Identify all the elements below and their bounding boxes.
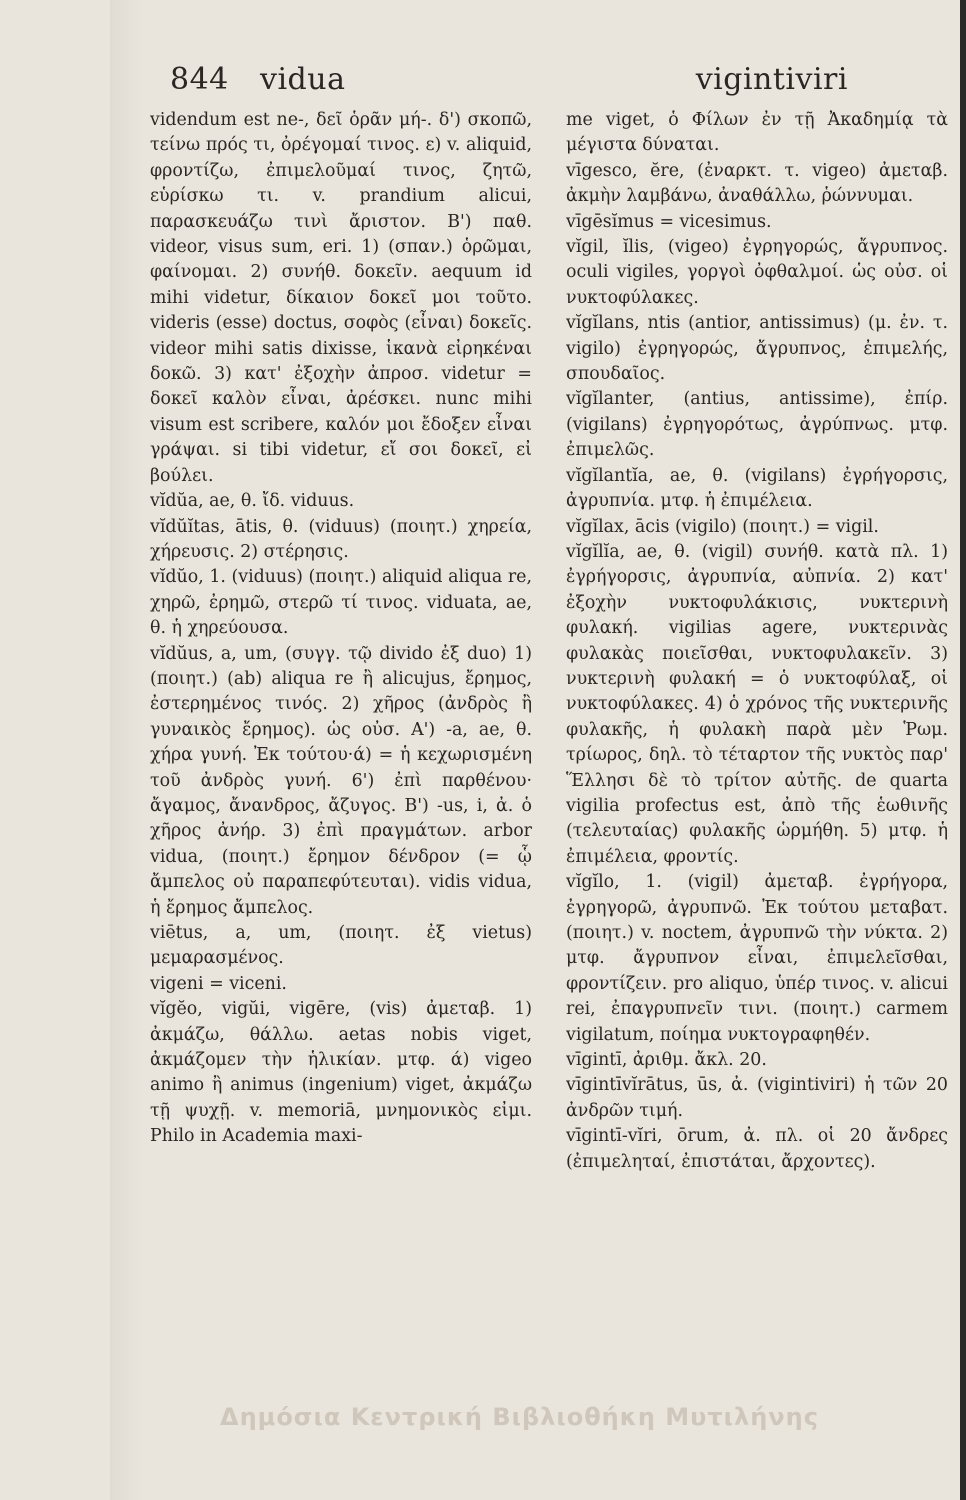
dictionary-entry: vĭgĭlo, 1. (vigil) ἀμεταβ. ἐγρήγορα, ἐγρηγορῶ, ἀγρυπνῶ. Ἐκ τούτου μεταβατ. (ποιητ.) v. noctem, ἀγρυπνῶ τὴν νύκτα. 2) μτφ. ἄγρυπνον εἶναι, ἐπιμελεῖσθαι, φροντίζειν. pro aliquo, ὑπέρ τινος. v. alicui rei, ἐπαγρυπνεῖν τινι. (ποιητ.) carmem vigilatum, ποίημα νυκτογραφηθέν. bbox=[566, 872, 948, 1045]
dictionary-entry: vĭgĭlans, ntis (antior, antissimus) (μ. ἐν. τ. vigilo) ἐγρηγορώς, ἄγρυπνος, ἐπιμελής, σπουδαῖος. bbox=[566, 313, 948, 385]
left-column bbox=[150, 108, 532, 1420]
right-guide-word: vigintiviri bbox=[695, 62, 848, 97]
dictionary-entry: vigeni = viceni. bbox=[150, 973, 287, 994]
dictionary-entry: viētus, a, um, (ποιητ. ἐξ vietus) μεμαρασμένος. bbox=[150, 923, 532, 969]
dictionary-entry: vĭgĭlanter, (antius, antissime), ἐπίρ. (vigilans) ἐγρηγορότως, ἀγρύπνως. μτφ. ἐπιμελῶς. bbox=[566, 389, 948, 461]
dictionary-entry: vĭdŭa, ae, θ. ἴδ. viduus. bbox=[150, 491, 355, 512]
dictionary-entry: vĭgil, ĭlis, (vigeo) ἐγρηγορώς, ἄγρυπνος. oculi vigiles, γοργοὶ ὀφθαλμοί. ὡς οὐσ. οἱ νυκτοφύλακες. bbox=[566, 237, 948, 308]
dictionary-entry: vīgintīvĭrātus, ūs, ἀ. (vigintiviri) ἡ τῶν 20 ἀνδρῶν τιμή. bbox=[566, 1075, 948, 1121]
dictionary-entry: vīgesco, ĕre, (ἐναρκτ. τ. vigeo) ἀμεταβ. ἀκμὴν λαμβάνω, ἀναθάλλω, ῥώννυμαι. bbox=[566, 160, 948, 207]
dictionary-entry: vĭdŭo, 1. (viduus) (ποιητ.) aliquid aliqua re, χηρῶ, ἐρημῶ, στερῶ τί τινος. viduata, ae, θ. ἡ χηρεύουσα. bbox=[150, 567, 532, 639]
dictionary-entry: vĭdŭus, a, um, (συγγ. τῷ divido ἐξ duo) 1) (ποιητ.) (ab) aliqua re ἢ alicujus, ἔρημος, ἐστερημένος τινός. 2) χῆρος (ἀνδρὸς ἢ γυναικὸς ἔρημος). ὡς οὐσ. A') -a, ae, θ. χήρα γυνή. Ἐκ τούτου·ά) = ἡ κεχωρισμένη τοῦ ἀνδρὸς γυνή. 6') ἐπὶ παρθένου· ἄγαμος, ἄνανδρος, ἄζυγος. B') -us, i, ἀ. ὁ χῆρος ἀνήρ. 3) ἐπὶ πραγμάτων. arbor vidua, (ποιητ.) ἔρημον δένδρον (= ᾧ ἄμπελος οὐ παραπεφύτευται). vidis vidua, ἡ ἔρημος ἄμπελος. bbox=[150, 643, 532, 918]
page-header bbox=[150, 62, 948, 102]
dictionary-entry: vĭgĭlax, ācis (vigilo) (ποιητ.) = vigil. bbox=[566, 516, 879, 537]
dictionary-entry: vĭgĕo, vigŭi, vigēre, (vis) ἀμεταβ. 1) ἀκμάζω, θάλλω. aetas nobis viget, ἀκμάζομεν τὴν ἡλικίαν. μτφ. ά) vigeo animo ἢ animus (ingenium) viget, ἀκμάζω τῇ ψυχῇ. v. memoriā, μνημονικὸς εἰμι. Philo in Academia maxi- bbox=[150, 999, 532, 1147]
dictionary-entry: vĭdŭĭtas, ātis, θ. (viduus) (ποιητ.) χηρεία, χήρευσις. 2) στέρησις. bbox=[150, 516, 532, 562]
page-edge bbox=[960, 0, 966, 1500]
columns bbox=[150, 108, 948, 1420]
library-watermark: Δημόσια Κεντρική Βιβλιοθήκη Μυτιλήνης bbox=[220, 1403, 819, 1431]
dictionary-entry: vīgintī-vĭri, ōrum, ἀ. πλ. οἱ 20 ἄνδρες (ἐπιμεληταί, ἐπιστάται, ἄρχοντες). bbox=[566, 1126, 948, 1172]
dictionary-entry: vĭgĭlĭa, ae, θ. (vigil) συνήθ. κατὰ πλ. 1) ἐγρήγορσις, ἀγρυπνία, αὐπνία. 2) κατ' ἐξοχὴν νυκτοφυλάκισις, νυκτερινὴ φυλακή. vigilias agere, νυκτερινὰς φυλακὰς ποιεῖσθαι, νυκτοφυλακεῖν. 3) νυκτερινὴ φυλακή = ὁ νυκτοφύλαξ, οἱ νυκτοφύλακες. 4) ὁ χρόνος τῆς νυκτερινῆς φυλακῆς, ἡ φυλακὴ παρὰ μὲν Ῥωμ. τρίωρος, δηλ. τὸ τέταρτον τῆς νυκτὸς παρ' Ἕλλησι δὲ τὸ τρίτον αὐτῆς. de quarta vigilia profectus est, ἀπὸ τῆς ἑωθινῆς (τελευταίας) φυλακῆς ὡρμήθη. 5) μτφ. ἡ ἐπιμέλεια, φροντίς. bbox=[566, 541, 948, 867]
dictionary-entry: me viget, ὁ Φίλων ἐν τῇ Ἀκαδημίᾳ τὰ μέγιστα δύναται. bbox=[566, 110, 948, 156]
page-number: 844 bbox=[170, 62, 229, 97]
page-shadow bbox=[110, 0, 144, 1500]
dictionary-entry: vīgintī, ἀριθμ. ἄκλ. 20. bbox=[566, 1050, 767, 1071]
right-column bbox=[566, 108, 948, 1420]
dictionary-entry: vīgēsĭmus = vicesimus. bbox=[566, 211, 772, 232]
left-guide-word: vidua bbox=[260, 62, 346, 97]
dictionary-entry: vĭgĭlantĭa, ae, θ. (vigilans) ἐγρήγορσις, ἀγρυπνία. μτφ. ἡ ἐπιμέλεια. bbox=[566, 465, 948, 512]
dictionary-entry: videndum est ne-, δεῖ ὁρᾶν μή-. δ') σκοπῶ, τείνω πρός τι, ὀρέγομαί τινος. ε) v. aliquid, φροντίζω, ἐπιμελοῦμαί τινος, ζητῶ, εὑρίσκω τι. v. prandium alicui, παρασκευάζω τινὶ ἄριστον. B') παθ. videor, visus sum, eri. 1) (σπαν.) ὁρῶμαι, φαίνομαι. 2) συνήθ. δοκεῖν. aequum id mihi videtur, δίκαιον δοκεῖ μοι τοῦτο. videris (esse) doctus, σοφὸς (εἶναι) δοκεῖς. videor mihi satis dixisse, ἱκανὰ εἰρηκέναι δοκῶ. 3) κατ' ἐξοχὴν ἀπροσ. videtur = δοκεῖ καλὸν εἶναι, ἀρέσκει. nunc mihi visum est scribere, καλόν μοι ἔδοξεν εἶναι γράψαι. si tibi videtur, εἴ σοι δοκεῖ, εἰ βούλει. bbox=[150, 110, 532, 486]
